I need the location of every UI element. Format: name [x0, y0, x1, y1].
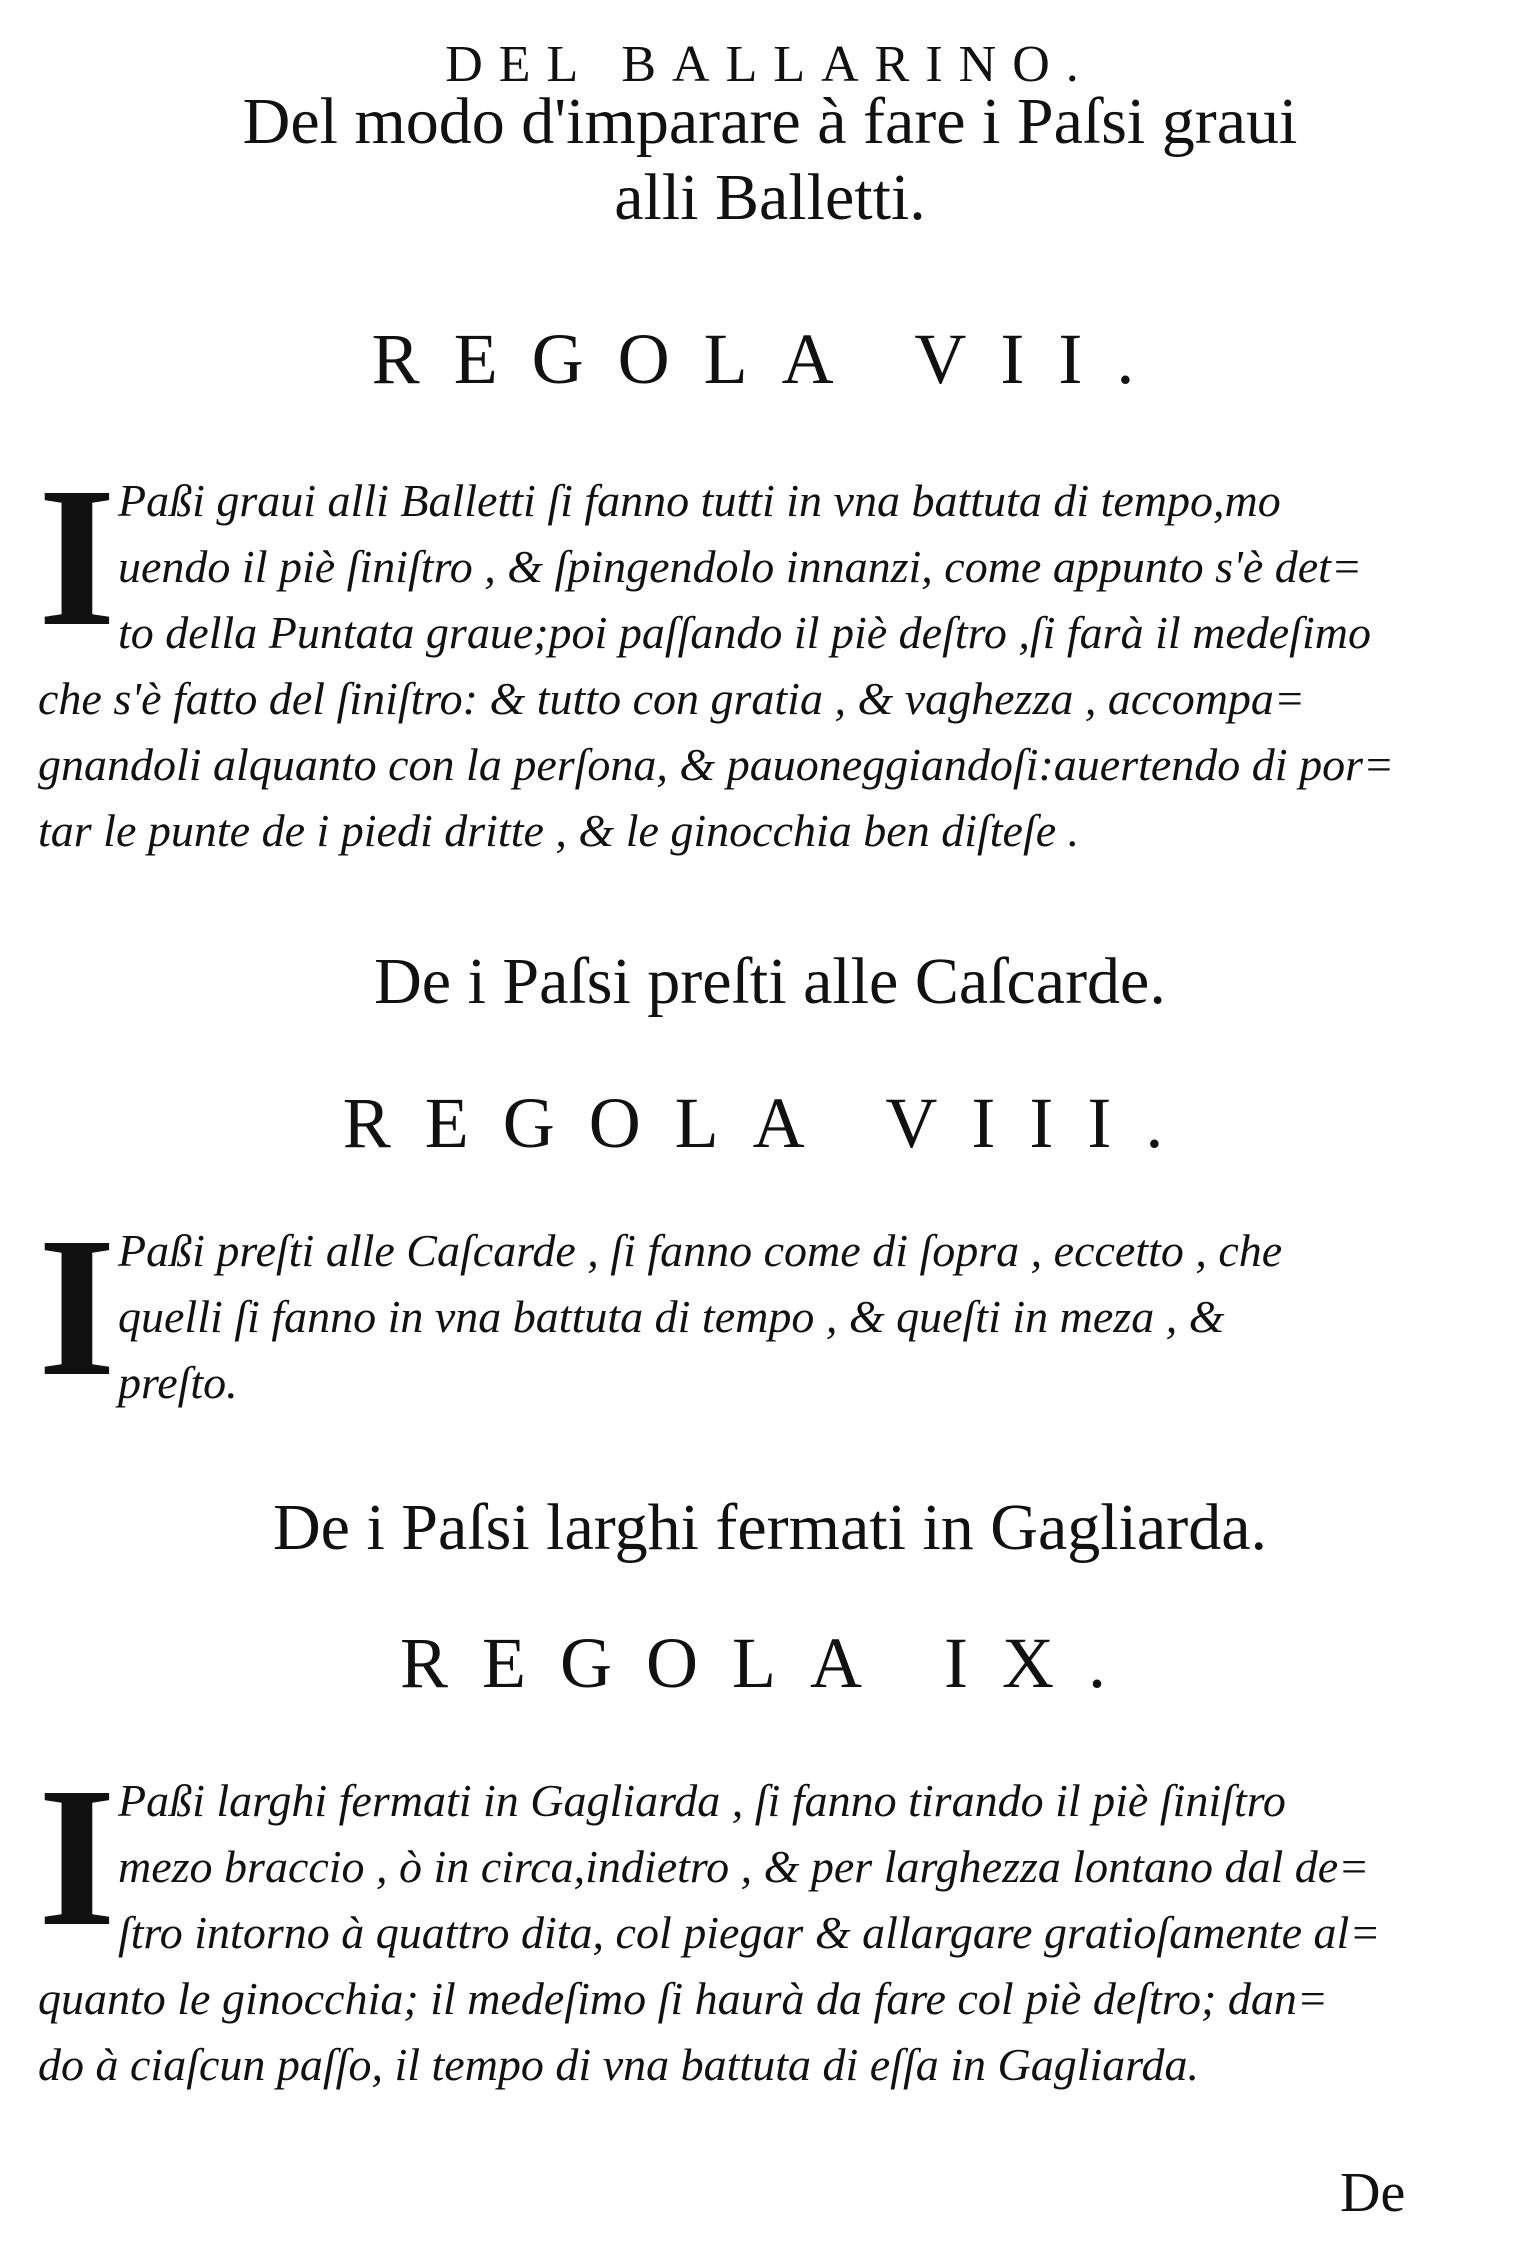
section-title: alli Balletti.	[614, 161, 926, 234]
text-line: Paßi larghi fermati in Gagliarda , ſi fanno tirando il piè ſiniſtro	[118, 1775, 1286, 1826]
text-line: gnandoli alquanto con la perſona, & pauoneggiandoſi:auertendo di por=	[38, 739, 1395, 790]
text-line: to della Puntata graue;poi paſſando il piè deſtro ,ſi farà il medeſimo	[118, 607, 1371, 658]
section-title: De i Paſsi preſti alle Caſcarde.	[374, 945, 1166, 1018]
text-line: quelli ſi fanno in vna battuta di tempo , & queſti in meza , &	[118, 1291, 1225, 1342]
text-line: preſto.	[118, 1357, 238, 1408]
text-line: Paßi graui alli Balletti ſi fanno tutti in vna battuta di tempo,mo	[118, 475, 1281, 526]
text-line: quanto le ginocchia; il medeſimo ſi haurà da fare col piè deſtro; dan=	[38, 1973, 1328, 2024]
catchword: De	[1340, 2162, 1406, 2224]
text-line: uendo il piè ſiniſtro , & ſpingendolo innanzi, come appunto s'è det=	[118, 541, 1362, 592]
drop-cap: I	[38, 1197, 116, 1418]
rule-heading: REGOLA VIII.	[342, 1083, 1198, 1163]
text-line: mezo braccio , ò in circa,indietro , & per larghezza lontano dal de=	[118, 1841, 1370, 1892]
section-title: De i Paſsi larghi fermati in Gagliarda.	[273, 1491, 1267, 1564]
text-line: tar le punte de i piedi dritte , & le ginocchia ben diſteſe .	[38, 805, 1080, 856]
text-line: do à ciaſcun paſſo, il tempo di vna battuta di eſſa in Gagliarda.	[38, 2039, 1199, 2090]
drop-cap: I	[38, 1747, 116, 1968]
section-title: Del modo d'imparare à fare i Paſsi graui	[242, 85, 1298, 158]
drop-cap: I	[38, 447, 116, 668]
text-line: ſtro intorno à quattro dita, col piegar & allargare gratioſamente al=	[118, 1907, 1381, 1958]
rule-heading: REGOLA VII.	[371, 319, 1169, 399]
rule-heading: REGOLA IX.	[400, 1623, 1140, 1703]
text-line: che s'è fatto del ſiniſtro: & tutto con gratia , & vaghezza , accompa=	[38, 673, 1305, 724]
running-head: DEL BALLARINO.	[445, 36, 1095, 93]
text-line: Paßi preſti alle Caſcarde , ſi fanno come di ſopra , eccetto , che	[118, 1225, 1283, 1276]
